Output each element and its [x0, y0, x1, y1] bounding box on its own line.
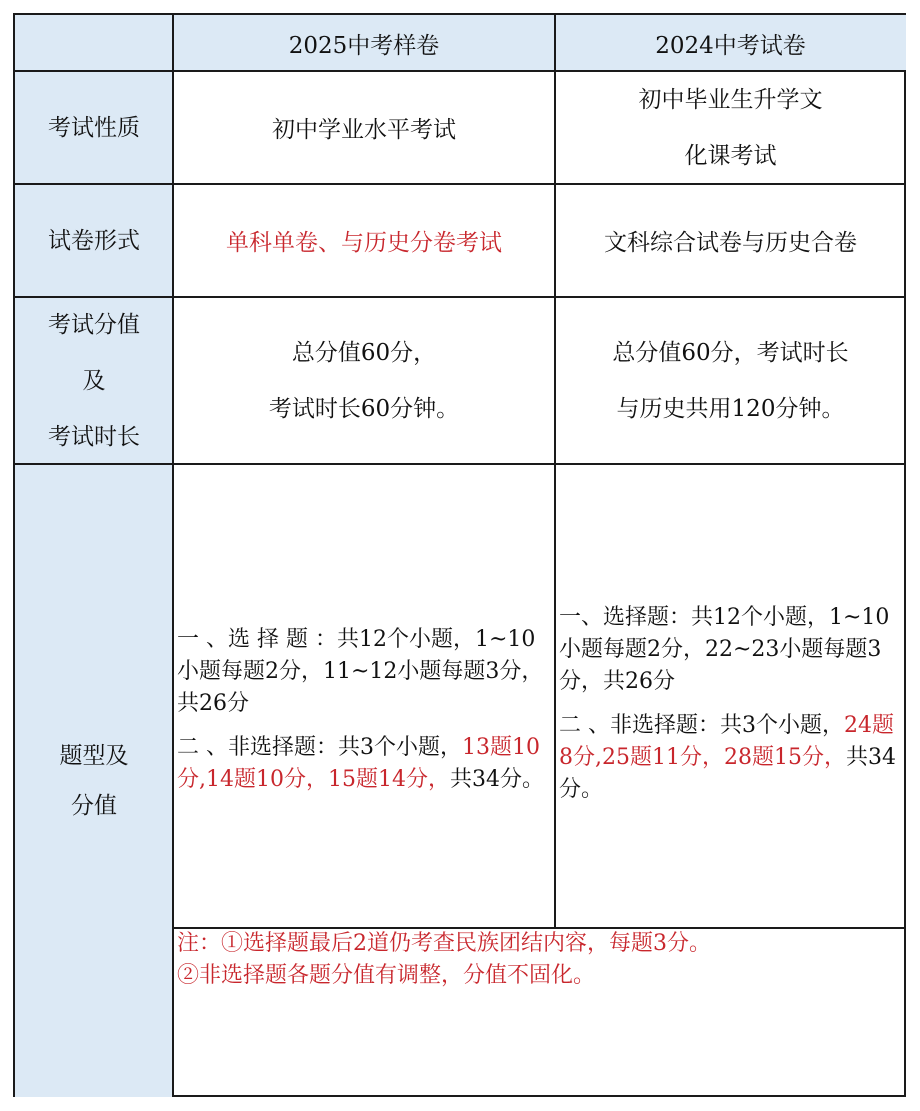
cell-2025-score-duration: [173, 297, 555, 464]
divider: [15, 70, 906, 72]
line: 总分值60分，考试时长: [612, 339, 849, 366]
comparison-table: [13, 13, 906, 1097]
row-label-question-types: [15, 464, 173, 1097]
row-label-exam-nature: [15, 71, 173, 184]
row-label-score-duration: [15, 297, 173, 464]
note-line: 注：①选择题最后2道仍考查民族团结内容，每题3分。: [177, 931, 711, 956]
label-line: 及: [82, 367, 106, 394]
label-line: 考试分值: [48, 311, 140, 338]
line: 化课考试: [684, 142, 777, 169]
cell-2024-question-types: [555, 464, 906, 928]
label-line: 考试时长: [48, 423, 140, 450]
header-2025: 2025中考样卷: [173, 15, 555, 71]
header-corner: [15, 15, 173, 71]
divider: [15, 183, 906, 185]
cell-2025-question-types: [173, 464, 555, 928]
divider: [172, 15, 174, 1097]
paragraph-nonchoice: [559, 710, 906, 806]
paragraph-choice: 一、选择题：共12个小题，1~10小题每题2分，22~23小题每题3分，共26分: [559, 605, 890, 694]
text: 二 、非选择题：共3个小题，: [559, 713, 844, 738]
text: 二 、非选择题：共3个小题，: [177, 735, 462, 760]
paragraph-nonchoice: [177, 732, 555, 796]
cell-2024-paper-form: 文科综合试卷与历史合卷: [604, 230, 857, 256]
cell-2024-exam-nature: [555, 71, 906, 184]
cell-2025-exam-nature: 初中学业水平考试: [272, 117, 456, 143]
line: 考试时长60分钟。: [268, 395, 460, 422]
cell-2024-score-duration: [555, 297, 906, 464]
line: 与历史共用120分钟。: [616, 395, 845, 422]
text: 共34分。: [559, 745, 896, 802]
header-2024: 2024中考试卷: [555, 15, 906, 71]
note-cell: [173, 928, 906, 1097]
highlight-text: 13题10分,14题10分，15题14分，: [177, 735, 540, 792]
divider: [172, 927, 906, 929]
paragraph-choice: 一 、选 择 题 ：共12个小题，1~10小题每题2分，11~12小题每题3分，共26分: [177, 627, 544, 716]
divider: [15, 463, 906, 465]
row-label-paper-form: [15, 184, 173, 297]
line: 初中毕业生升学文: [638, 86, 823, 113]
cell-2025-paper-form: 单科单卷、与历史分卷考试: [226, 230, 502, 256]
label-text: 考试性质: [48, 114, 140, 141]
label-line: 题型及: [59, 742, 129, 769]
note-line: ②非选择题各题分值有调整，分值不固化。: [177, 963, 596, 988]
text: 共34分。: [449, 767, 544, 792]
label-line: 分值: [71, 792, 117, 819]
line: 总分值60分，: [291, 339, 437, 366]
highlight-text: 24题8分,25题11分，28题15分，: [559, 713, 894, 770]
divider: [554, 15, 556, 929]
divider: [15, 296, 906, 298]
label-text: 试卷形式: [48, 227, 140, 254]
